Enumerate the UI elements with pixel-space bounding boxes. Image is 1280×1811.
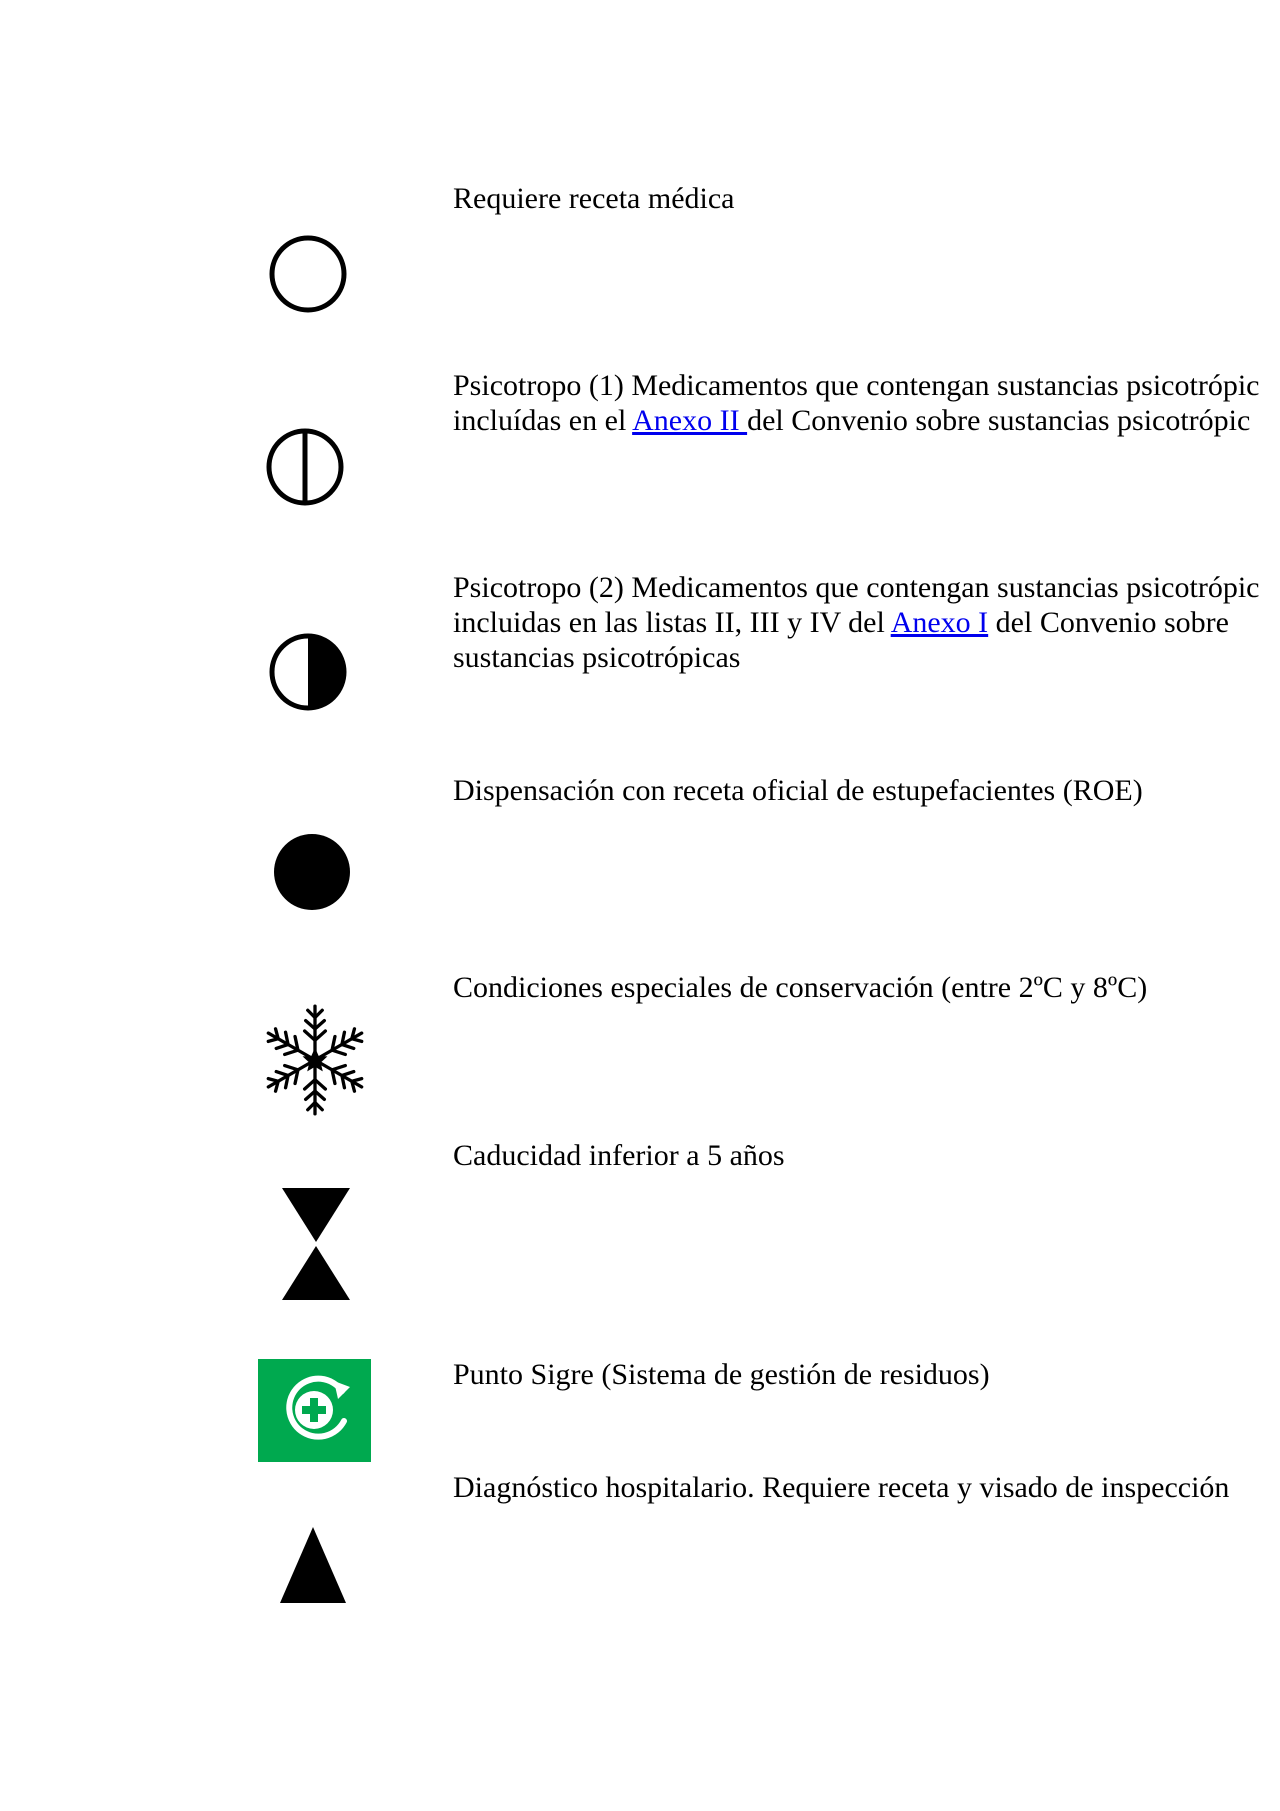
annex-i-link[interactable]: Anexo I <box>890 606 989 639</box>
legend-label: Caducidad inferior a 5 años <box>453 1139 785 1172</box>
annex-ii-link[interactable]: Anexo II <box>632 404 748 437</box>
snowflake-icon <box>258 1003 372 1117</box>
legend-line: Psicotropo (1) Medicamentos que contengan sustancias psicotrópic <box>453 369 1260 402</box>
sigre-recycle-icon <box>258 1359 371 1462</box>
legend-text-prescription <box>453 181 734 216</box>
legend-line: del Convenio sobre <box>988 606 1229 639</box>
legend-label: Diagnóstico hospitalario. Requiere receta y visado de inspección <box>453 1471 1230 1504</box>
legend-label: Requiere receta médica <box>453 182 735 215</box>
circle-vertical-line-icon <box>263 425 347 509</box>
legend-text-psychotropic-2 <box>453 570 1259 675</box>
legend-line: incluidas en las listas II, III y IV del <box>453 606 891 639</box>
legend-text-roe <box>453 773 1143 808</box>
legend-line: del Convenio sobre sustancias psicotrópic <box>747 404 1251 437</box>
filled-triangle-icon <box>280 1527 346 1603</box>
hourglass-icon <box>280 1188 352 1300</box>
legend-text-psychotropic-1 <box>453 368 1259 438</box>
legend-text-sigre <box>453 1357 990 1392</box>
circle-outline-icon <box>266 232 350 316</box>
filled-circle-icon <box>270 830 354 914</box>
half-filled-circle-icon <box>266 630 350 714</box>
legend-line: incluídas en el <box>453 404 633 437</box>
legend-label: Dispensación con receta oficial de estupefacientes (ROE) <box>453 774 1143 807</box>
legend-line: Psicotropo (2) Medicamentos que contengan sustancias psicotrópic <box>453 571 1260 604</box>
legend-text-conservation <box>453 970 1147 1005</box>
legend-text-hospital-diagnosis <box>453 1470 1229 1505</box>
legend-text-expiry <box>453 1138 785 1173</box>
legend-line: sustancias psicotrópicas <box>453 641 741 674</box>
legend-label: Punto Sigre (Sistema de gestión de residuos) <box>453 1358 990 1391</box>
legend-label: Condiciones especiales de conservación (entre 2ºC y 8ºC) <box>453 971 1148 1004</box>
